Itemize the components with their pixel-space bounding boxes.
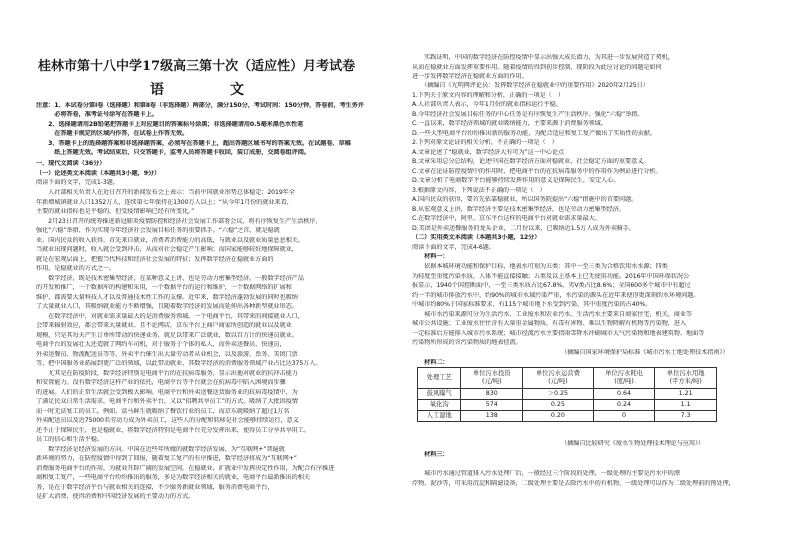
text-line: 1.下列关于原文内容的理解和分析，正确的一项是（ ） [412,92,564,99]
table-cell: 7.3 [655,411,717,422]
text-line: D.一些大型电商平台纷纷推出新的服务功能，为配合适应和复工复产做出了实质性的贡献。 [412,130,656,137]
text-line: 强化“六稳”举措，作为实现今年经济社会发展目标任务的重要抓手。“六稳”之首，就是稳就 [36,227,280,234]
table-header-cell: 单位污水用地 (平方米/吨) [655,368,717,389]
treatment-cost-table [417,367,717,422]
text-line: 城市污水通过管道排入污水处理厂后，一般经过三个阶段的处理，一级处理的主要是污水中的漂 [412,470,680,477]
table-cell: 鼓风曝气 [418,389,461,400]
text-line: 的开发和推广，一个数据库的构建和采用，一个数据平台的运行和维护，一个数据网络的扩展和 [36,284,292,291]
text-line: D.美团是外卖送餐服务的龙头企业，二月份以来，已吸纳近1.5万人成为外卖骑手。 [412,225,636,232]
table-header-cell: 单位污水投资 (元/吨) [461,368,523,389]
text-line: 就是在宏观层面上，把握当代科技和经济社会发展的特征；发挥数字经济在稳就业方面的 [36,256,274,263]
table-cell: 0 [593,411,655,422]
text-line: 污染物所形成的含污染物质的地表径流。 [412,339,522,346]
table-cell: 138 [461,411,523,422]
text-line: 纸上答题无效。考试结束后，只交答题卡，监考人员将答题卡收回，装订成册，交阅卷组评阅。 [36,149,310,156]
text-line: 尤其是在防疫阶段，数字经济特别是电商平台的在抗病毒服务，显示出他对就业的抗冲击能力 [36,370,298,377]
text-line: 业。国内民众的收入获得，首先来自就业，消费者消费能力的高低，与就业以及就业质量息息相关。 [36,237,304,244]
text-line: 维护，都需要大量科技人才以及普通技术性工作的支撑。近年来，数字经济蓬勃发展的同时也吸纳 [36,294,298,301]
table-row [418,400,717,411]
text-line: 报显示，1940个国控断面中，一至三类水质占比67.8%，劣V类占比8.6%；全国600多个城市中有超过 [412,282,691,289]
text-line: 2.下列对原文论证的相关分析，不正确的一项是（ ） [412,139,558,146]
text-line: 中城市约80%于国家标准要求，有115个城市地下水受到污染，其中重度污染的占40%。 [412,301,652,308]
table-header-cell: 处理工艺 [418,368,461,389]
text-line: 和安置能力。没有数字经济这样产业的依托，电商平台等平台就会在抗病毒中陷入困境而步骤 [36,379,286,386]
table-cell: 574 [461,400,523,411]
text-line: 进一步发挥数字经济在稳就业方面的作用。 [412,73,528,80]
text-line: 为轻度至重度污染水质，人体不能直接接触；五类及以上基本上已无使用功能。2016年中国环保状况公 [412,273,690,280]
text-line: 城市公共设施；工业废水往往含有大量重金属物质，有毒有害物、难以生物降解有机物等污染物，进入 [412,320,686,327]
text-line: A.人社部负责人表示，今年1月份的就业指标运行平稳。 [412,101,562,108]
text-line: B.文章采用总分总结构，论述中国在数字经济方面对稳就业、社会稳定方面的重要意义。 [412,158,650,165]
text-line: B.今年经济社会发展目标任务的中心任务是有序恢复生产生活秩序、强化“六稳”举措。 [412,111,644,118]
text-line: C.一直以来，数字经济领域的就业吸纳能力，主要来源于消费服务领域。 [412,120,607,127]
table-body [418,389,717,422]
text-line: 一、现代文阅读（36分） [36,160,106,167]
text-line: 外卖送餐员、物流配送员等等，外卖平台催生出大量劳动者从业机会，以及旅游、票务、美团门票 [36,351,298,358]
text-line: 会带来辐射效应，都会带来大量就业。且不论网店，京东平台上商户商家所创造的就业以及就业 [36,322,292,329]
text-line: 的进展。人们的正常生活就会受到极大影响。电商平台和外卖送餐送货服务业的抗病毒疫情中，为 [36,389,298,396]
text-line: 新环境的努力，在防控疫情中得到了回报，随着复工复产的有序推进，数字经济将成为“互联网+” [36,455,297,462]
text-line: 电商平台的发展壮大还造就了网约车司机，对于服务于个体的私人，而外卖送餐员、快递员， [36,341,286,348]
table-cell: 人工湿地 [418,411,461,422]
text-line: 年新增城镇就业人口1352万人，连续第七年保持在1300万人以上；“从今年1月份的就业来看， [36,199,293,206]
text-line: C.在数字经济中，阿里、京东平台这样的电商平台对就业需求量最大。 [412,215,601,222]
text-line: 在数字经济中，对就业需求量最大的是消费服务领域。一个电商平台，其带来的间接就业人口， [36,313,304,320]
text-line: 3.根据原文内容，下列说法不正确的一项是（ ） [412,187,546,194]
text-line: 商和复工复产，一些电商平台纷纷推出的服务，多是为数字经济相关的就业，电商平台最新推出的相关 [36,474,310,481]
table-cell: ＞0.25 [523,389,594,400]
table-row [418,411,717,422]
table-row [418,389,717,400]
text-line: 人社部相关负责人在近日召开的新闻发布会上表示：当前中国就业形势总体稳定；2019年全 [36,189,295,196]
text-line: C.文章在论证防控疫情中的作用时，把电商平台的在抗病毒服务中的作用作为例证进行分析。 [412,168,662,175]
text-line: 外卖配送员以及近75000名劳动力成为外卖员工，这些人的分配和转移是社会能够持续运行，意义 [36,417,299,424]
text-line: A.国内民众的获得，要首先依靠稳就业，所以国务院提出“六稳”措施中的首要问题。 [412,196,638,203]
text-line: 消费服务电商平台的作用，为就业开辟广阔的发展空间。在稳就业，扩就业中发挥决定性作用，为配合有序推进 [36,465,335,472]
table-cell: 0.64 [593,389,655,400]
text-line: 规模，只是其每天产生订单所带动的快递业务，就足以带来广泛就业，数以百万计的快递员就业。 [36,332,298,339]
text-line: 当就业出现问题时，收入就会受到冲击，从而对社会稳定产生影响；而国家能够较好地保障就业， [36,246,298,253]
text-line: A.文章论述了“稳就业，数字经济大有可为”这一中心论点 [412,149,565,156]
table-cell: 氧化沟 [418,400,461,411]
text-line: 员工的信心和生活平稳。 [36,436,103,443]
table-cell: 830 [461,389,523,400]
text-line: 3、答题卡上的选择题答案和非选择题答案，必须写在答题卡上，超出答题区域书写的答案无效。在试题卷、草稿 [36,140,351,147]
table-cell: 0.25 [523,400,594,411]
text-line: （二）实用类文本阅读（本题共3小题，12分） [412,234,541,241]
text-line: 主要的就业指标也是平稳的，但受疫情影响已经有所变化。” [36,208,195,215]
text-line: （摘编自国家环境保护局标准《城市污水土地处理技术指南》） [412,349,729,356]
text-line: 了满足民众日常生活需求，电商平台和外卖平台，又以“招聘共享员工”的方式，吸纳了大批因疫情 [36,398,298,405]
text-line: 了大量就业人口，其吸纳就业能力不断增强，且随着数字经济的发展而延伸出各种新型就业形态。 [36,303,298,310]
table-header-row [418,368,717,389]
text-line: 务，是在于数字经济平台与就业相关的连接，不少服务新就业领域，服务消费电商平台， [36,484,274,491]
text-line: 是扩大消费，使得消费和中国经济发展的主要动力的方式。 [36,493,195,500]
exam-subject: 语 文 [150,82,270,98]
text-line: 必将答卷，准考证号涂写在答题卡上。 [36,111,158,118]
text-line: （一）论述类文本阅读（本题共3小题，9分） [36,170,161,177]
text-line: D.文章分析了电商数字平台能够持续发挥作用的意义是保障民生，安定人心。 [412,177,620,184]
table-cell: 1.1 [655,400,717,411]
text-line: 数字经济，既是技术密集型经济，在某种意义上讲，也是劳动力密集型经济。一般数字经济产品 [36,275,304,282]
exam-title: 桂林市第十八中学17级高三第十次（适应性）月考试卷 [38,59,356,74]
text-line: 注意：1、本试卷分第Ⅰ卷（选择题）和第Ⅱ卷（非选择题）两部分，满分150分，考试时间：150分钟，答卷前，考生务并 [36,102,364,109]
table-header-cell: 单位污水耗电 (度/吨) [593,368,655,389]
table-cell: 1.21 [655,389,717,400]
text-line: 等，把中国服务业拓展到更广泛的领域，以此带动就业，其数字经济的消费服务领域产业占比达375万人。 [36,360,322,367]
text-line: 材料一： [412,253,449,260]
text-line: 从而在稳就业方面发挥重要作用。随着疫情的得到初步控制，现阶段为此应讨论的问题是如何 [412,64,662,71]
text-line: 材料三： [412,451,449,458]
text-line: 城市水污染来源可分为生活污水、工业废水和农业污水。生活污水主要来自商家住宅、机关、商业等 [412,311,693,318]
text-line: 而一时无法复工的员工。例如，盒马鲜生就吸纳了餐饮行业的员工，而京东就吸纳了超过1万名 [36,408,290,415]
text-line: 在答题卡规定的区域内作答，在试卷上作答无效。 [36,130,189,137]
text-line: 阅读下面的文字，完成4-6题。 [412,244,495,251]
text-line: 数字经济是经济发展的方向。中国在近些年所做的就数字经济发展、为“互联网+”普遍就 [36,446,285,453]
table-header-cell: 单位污水运营费 (元/吨) [523,368,594,389]
text-line: 实践证明，中国的数字经济在防控疫情中显示出强大成长潜力，为其进一步发展营造了契机， [412,54,674,61]
text-line: 作用，是稳就业的方式之一。 [36,265,116,272]
text-line: 依据本城环境功能和保护目标，地表水可划为五类：其中一至三类为合格饮用水水源；四类 [412,263,668,270]
text-line: B.从宏观意义上讲，数字经济主要是技术密集型经济，也是劳动力密集型经济。 [412,206,625,213]
table-cell: 0.24 [593,400,655,411]
text-line: 浮物、泥沙等，可采用沉淀和隔滤设备，二级处理主要是去除污水中的有机物，一级处理可以作为二级处理前的预处理， [412,480,735,487]
text-line: （摘编自《光明网评论员：发挥数字经济在稳就业中的重要作用》2020年2月25日） [412,82,649,89]
text-line: （摘编自比较研究《废水生物处理技术理论与应用》） [412,440,705,447]
text-line: 2月23日召开的统筹推进新冠肺炎疫情防控和经济社会发展工作部署会议，将有序恢复生产生活秩序、 [36,218,322,225]
text-line: 约一半的城市排放污水中，约90%的城市水域污染严重，水污染的源头在近年来使得更深刻的水环境问题。 [412,292,700,299]
text-line: 还不止于保障民生，也是稳就业，将数字经济特别是电商平台充分发挥出来，使得员工分享共享用工。 [36,427,310,434]
text-line: 一定标准后方能排入城市污水系统；城市径流污水主要指雨雪降水冲刷城市大气污染物和地表建筑物、地面等 [412,330,705,337]
text-line: 材料二： [412,359,449,366]
text-line: 2、选择题请用2B铅笔把答题卡上对应题目的答案标号涂黑；非选择题请用0.5毫米黑色水性笔 [36,121,304,128]
table-cell: 0.20 [523,411,594,422]
text-line: 阅读下面的文字，完成1-3题。 [36,179,119,186]
